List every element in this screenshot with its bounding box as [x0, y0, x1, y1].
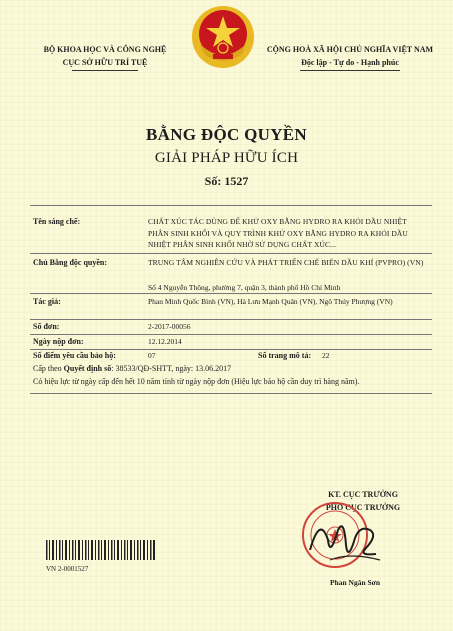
owner-value: TRUNG TÂM NGHIÊN CỨU VÀ PHÁT TRIỂN CHẾ BIẾN DẦU KHÍ (PVPRO) (VN) — [148, 258, 424, 267]
national-emblem-icon — [190, 4, 256, 70]
country-name: CỘNG HOÀ XÃ HỘI CHỦ NGHĨA VIỆT NAM — [266, 45, 434, 54]
section-rule — [30, 293, 432, 294]
ministry-name: BỘ KHOA HỌC VÀ CÔNG NGHỆ — [43, 45, 167, 54]
claims-value: 07 — [148, 351, 156, 360]
issuer-header — [30, 43, 180, 69]
header-divider-left — [72, 70, 138, 71]
application-number-label: Số đơn: — [33, 322, 60, 331]
author-value: Phan Minh Quốc Bình (VN), Hà Lưu Mạnh Quân (VN), Ngô Thúy Phượng (VN) — [148, 297, 393, 306]
signer-title-1: KT. CỤC TRƯỞNG — [328, 490, 398, 499]
certificate-subtitle: GIẢI PHÁP HỮU ÍCH — [154, 150, 299, 166]
national-motto: Độc lập - Tự do - Hạnh phúc — [301, 58, 399, 67]
certificate-title: BẰNG ĐỘC QUYỀN — [146, 125, 307, 144]
signer-title-2: PHÓ CỤC TRƯỞNG — [325, 503, 401, 512]
barcode-number: VN 2-0001527 — [46, 565, 89, 573]
decision-detail: : 38533/QĐ-SHTT, ngày: 13.06.2017 — [111, 364, 232, 373]
barcode — [46, 540, 156, 560]
invention-label: Tên sáng chế: — [33, 217, 81, 226]
section-rule — [30, 334, 432, 335]
section-rule-top — [30, 205, 432, 206]
decision-line — [33, 364, 433, 373]
owner-address: Số 4 Nguyễn Thông, phường 7, quận 3, thành phố Hồ Chí Minh — [148, 283, 341, 292]
decision-label: Quyết định số — [63, 364, 112, 373]
section-rule — [30, 319, 432, 320]
decision-prefix: Cấp theo — [33, 364, 62, 373]
section-rule-bottom — [30, 393, 432, 394]
signer-name: Phan Ngân Sơn — [329, 578, 380, 587]
invention-value: CHẤT XÚC TÁC DÙNG ĐỂ KHỬ OXY BẰNG HYDRO RA KHỎI DẦU NHIỆT PHÂN SINH KHỐI VÀ QUY TRÌNH KHỬ OXY BẰNG HYDRO RA KHỎI DẦU NHIỆT PHÂN SINH KHỐI NHỜ SỬ DỤNG CHẤT XÚC... — [148, 217, 408, 249]
filing-date-value: 12.12.2014 — [148, 337, 182, 346]
section-rule — [30, 349, 432, 350]
validity-statement: Có hiệu lực từ ngày cấp đến hết 10 năm tính từ ngày nộp đơn (Hiệu lực bảo hộ cần duy trì hàng năm). — [33, 377, 360, 386]
application-number-value: 2-2017-00056 — [148, 322, 191, 331]
state-header — [258, 43, 442, 69]
certificate-number: Số: 1527 — [204, 174, 249, 188]
description-pages-value: 22 — [322, 351, 330, 360]
office-name: CỤC SỞ HỮU TRÍ TUỆ — [62, 58, 148, 67]
author-label: Tác giả: — [33, 297, 61, 306]
owner-label: Chủ Bằng độc quyền: — [33, 258, 108, 267]
section-rule — [30, 253, 432, 254]
claims-label: Số điểm yêu cầu bảo hộ: — [33, 351, 116, 360]
header-divider-right — [300, 70, 400, 71]
description-pages-label: Số trang mô tả: — [258, 351, 312, 360]
filing-date-label: Ngày nộp đơn: — [33, 337, 84, 346]
handwritten-signature — [300, 510, 390, 570]
